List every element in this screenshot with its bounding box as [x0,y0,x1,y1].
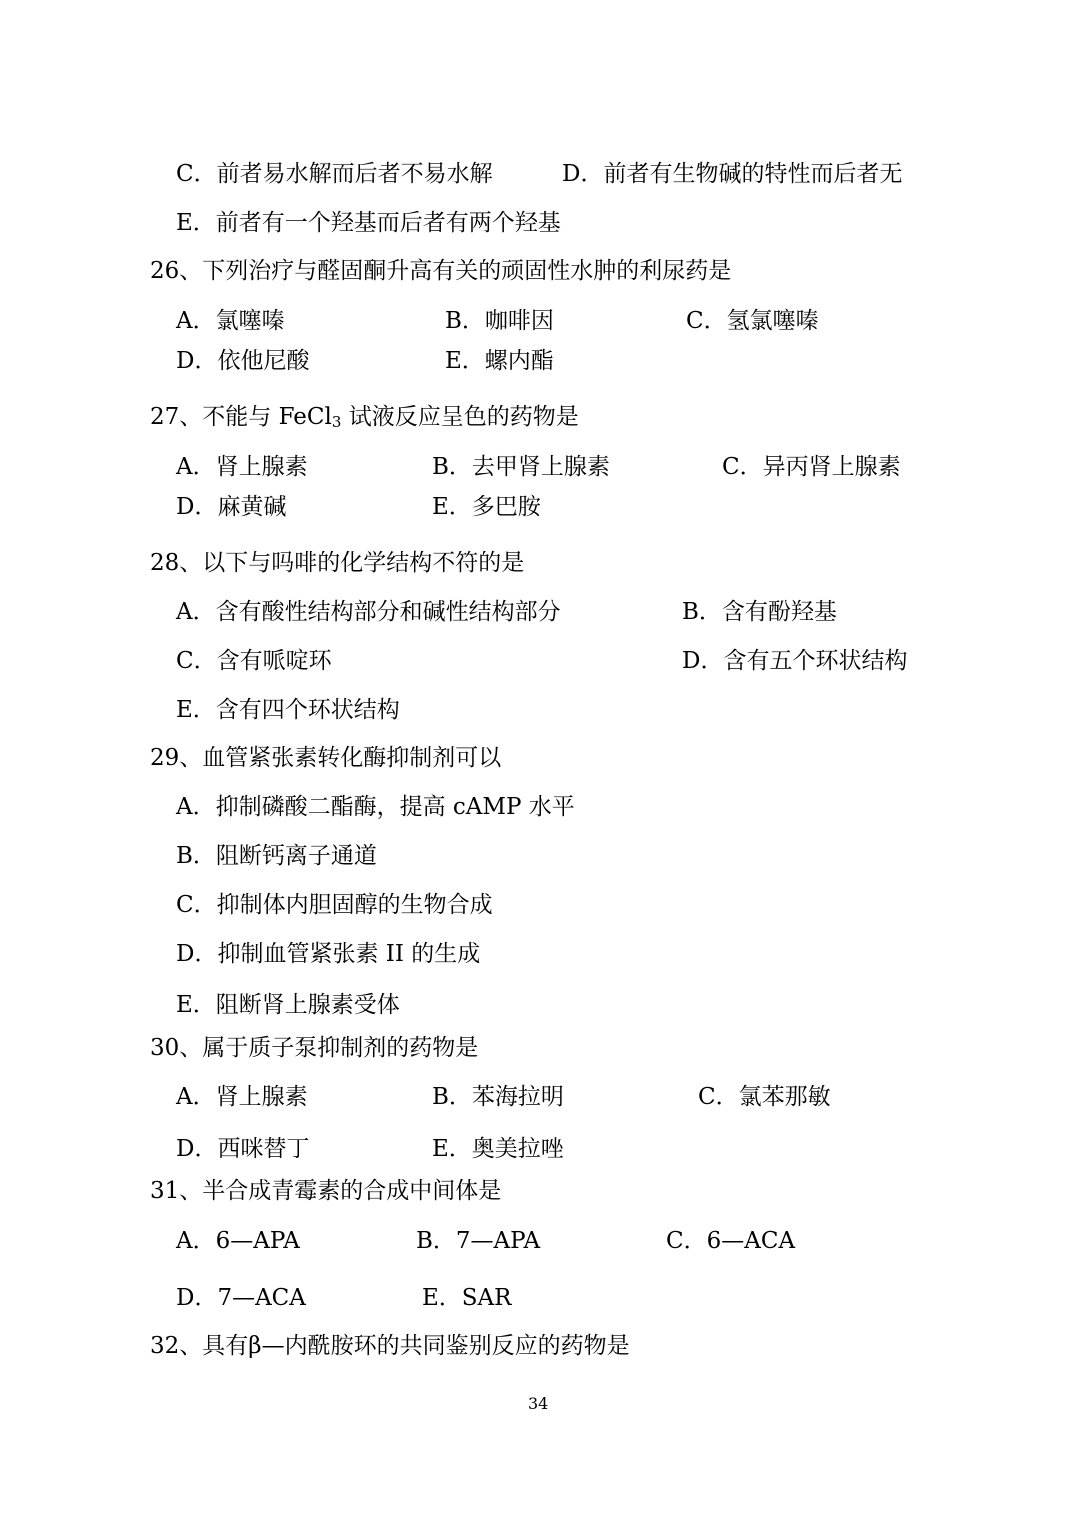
q27-stem-subscript: 3 [331,413,342,431]
q31-option-b: B．7—APA [416,1228,541,1254]
q27-option-c: C．异丙肾上腺素 [722,454,901,480]
prev-option-c: C．前者易水解而后者不易水解 [176,161,493,187]
q28-option-a: A．含有酸性结构部分和碱性结构部分 [176,599,561,625]
q30-option-c: C．氯苯那敏 [698,1084,831,1110]
q32-stem: 32、具有β—内酰胺环的共同鉴别反应的药物是 [150,1333,630,1359]
q30-option-a: A．肾上腺素 [176,1084,308,1110]
q28-stem: 28、以下与吗啡的化学结构不符的是 [150,550,525,576]
q30-option-e: E．奥美拉唑 [432,1136,564,1162]
q27-option-e: E．多巴胺 [432,494,541,520]
prev-option-d: D．前者有生物碱的特性而后者无 [562,161,903,187]
q28-option-b: B．含有酚羟基 [682,599,837,625]
q29-stem: 29、血管紧张素转化酶抑制剂可以 [150,745,502,771]
q26-option-d: D．依他尼酸 [176,348,310,374]
q29-option-e: E．阻断肾上腺素受体 [176,992,400,1018]
q26-option-a: A．氯噻嗪 [176,308,285,334]
q26-option-b: B．咖啡因 [445,308,554,334]
q27-stem-pre: 27、不能与 FeCl [150,404,332,430]
q31-option-c: C．6—ACA [666,1228,796,1254]
q31-option-a: A．6—APA [176,1228,300,1254]
q26-option-c: C．氢氯噻嗪 [686,308,819,334]
q29-option-b: B．阻断钙离子通道 [176,843,377,869]
q27-stem [150,406,579,430]
q27-stem-post: 试液反应呈色的药物是 [341,404,579,430]
q28-option-d: D．含有五个环状结构 [682,648,908,674]
q30-option-b: B．苯海拉明 [432,1084,564,1110]
q26-stem: 26、下列治疗与醛固酮升高有关的顽固性水肿的利尿药是 [150,258,732,284]
q27-option-d: D．麻黄碱 [176,494,287,520]
q31-option-e: E．SAR [422,1285,512,1311]
q30-stem: 30、属于质子泵抑制剂的药物是 [150,1035,479,1061]
q27-option-a: A．肾上腺素 [176,454,308,480]
q29-option-c: C．抑制体内胆固醇的生物合成 [176,892,493,918]
prev-option-e: E．前者有一个羟基而后者有两个羟基 [176,210,561,236]
q28-option-e: E．含有四个环状结构 [176,697,400,723]
q29-option-a: A．抑制磷酸二酯酶，提高 cAMP 水平 [176,794,575,820]
q31-option-d: D．7—ACA [176,1285,306,1311]
q29-option-d: D．抑制血管紧张素 II 的生成 [176,941,481,967]
q30-option-d: D．西咪替丁 [176,1136,310,1162]
page-number: 34 [528,1394,549,1413]
q28-option-c: C．含有哌啶环 [176,648,332,674]
q27-option-b: B．去甲肾上腺素 [432,454,610,480]
q31-stem: 31、半合成青霉素的合成中间体是 [150,1178,502,1204]
q26-option-e: E．螺内酯 [445,348,554,374]
